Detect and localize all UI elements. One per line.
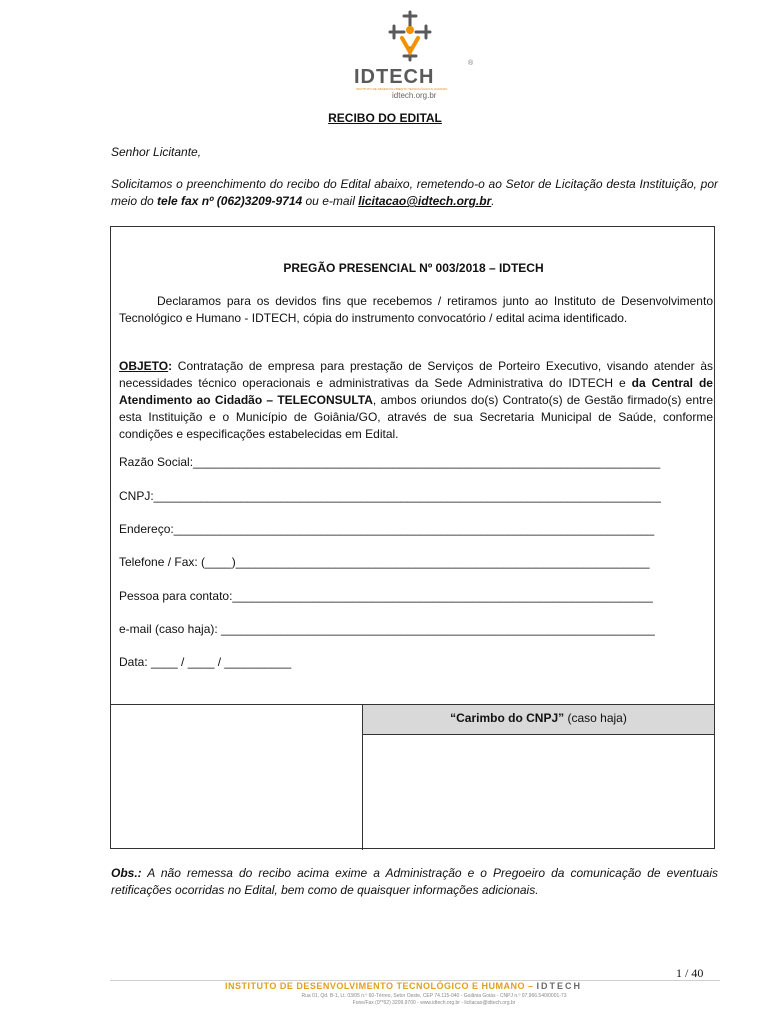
stamp-header [363, 705, 714, 735]
field-email[interactable]: e-mail (caso haja): _________________________________________________________________ [119, 622, 655, 636]
intro-text-3: . [491, 194, 495, 208]
field-cnpj[interactable]: CNPJ:____________________________________________________________________________ [119, 489, 661, 503]
footer-brand: IDTECH [536, 981, 583, 991]
footer-contact: Fone/Fax (0**62) 3209.9700 - www.idtech.org.br - licitacao@idtech.org.br [352, 1000, 516, 1006]
logo-tagline: INSTITUTO DE DESENVOLVIMENTO TECNOLÓGICO E HUMANO [356, 87, 448, 91]
footer-address: Rua 01, Qd. B-1, Lt. 03/05 n.º 60-Térreo, Setor Oeste, CEP 74.115-040 - Goiânia Goiás - CNPJ n.º 07.966.540/0001-73 [301, 993, 567, 999]
objeto-bold: da Central de Atendimento ao Cidadão – TELECONSULTA [119, 376, 713, 407]
footer-institute [225, 981, 582, 991]
field-telefone-fax[interactable]: Telefone / Fax: (____)______________________________________________________________ [119, 555, 650, 569]
page-number: 1 / 40 [676, 966, 704, 980]
obs-text: A não remessa do recibo acima exime a Administração e o Pregoeiro da comunicação de eventuais retificações ocorridas no Edital, bem como de quaisquer informações adicionais. [111, 866, 718, 897]
objeto-label: OBJETO [119, 359, 169, 373]
intro-text-1: Solicitamos o preenchimento do recibo do Edital abaixo, remetendo-o ao Setor de Licitação desta Instituição, por meio do [111, 177, 718, 208]
objeto-paragraph [119, 358, 713, 443]
logo-url: idtech.org.br [392, 91, 437, 100]
field-pessoa-contato[interactable]: Pessoa para contato:_______________________________________________________________ [119, 589, 653, 603]
idtech-logo [340, 8, 480, 98]
field-endereco[interactable]: Endereço:________________________________________________________________________ [119, 522, 655, 536]
registered-mark: ® [468, 60, 474, 67]
logo-wordmark: IDTECH [354, 66, 435, 88]
objeto-colon: : [168, 359, 173, 373]
signature-cell [111, 705, 363, 850]
intro-paragraph [111, 176, 718, 210]
email-link[interactable]: licitacao@idtech.org.br [358, 194, 492, 208]
stamp-label: “Carimbo do CNPJ” [450, 711, 565, 725]
greeting: Senhor Licitante, [111, 145, 202, 159]
field-razao-social[interactable]: Razão Social:______________________________________________________________________ [119, 455, 661, 469]
field-data[interactable]: Data: ____ / ____ / __________ [119, 655, 292, 669]
receipt-form-box [110, 226, 715, 849]
stamp-row [111, 704, 714, 850]
declaration-paragraph: Declaramos para os devidos fins que recebemos / retiramos junto ao Instituto de Desenvolvimento Tecnológico e Humano - IDTECH, cópia do instrumento convocatório / edital acima identificado. [119, 294, 713, 325]
document-title: RECIBO DO EDITAL [328, 111, 442, 125]
idtech-logo-mark-icon [384, 8, 436, 64]
pregao-title: PREGÃO PRESENCIAL Nº 003/2018 – IDTECH [283, 261, 544, 275]
intro-text-2: ou e-mail [302, 194, 359, 208]
fax-number: tele fax nº (062)3209-9714 [157, 194, 303, 208]
stamp-label-rest: (caso haja) [564, 711, 627, 725]
objeto-text-1: Contratação de empresa para prestação de Serviços de Porteiro Executivo, visando atender às necessidades técnico operacionais e administrativas da Sede Administrativa do IDTECH e [119, 359, 713, 390]
obs-label: Obs.: [111, 866, 142, 880]
objeto-text-2: , ambos oriundos do(s) Contrato(s) de Gestão firmado(s) entre esta Instituição e o Município de Goiânia/GO, através de sua Secretaria Municipal de Saúde, conforme condições e especificações estabelecidas em Edital. [119, 393, 713, 441]
footer-institute-name: INSTITUTO DE DESENVOLVIMENTO TECNOLÓGICO E HUMANO – [225, 981, 537, 991]
observation-note [111, 865, 718, 899]
